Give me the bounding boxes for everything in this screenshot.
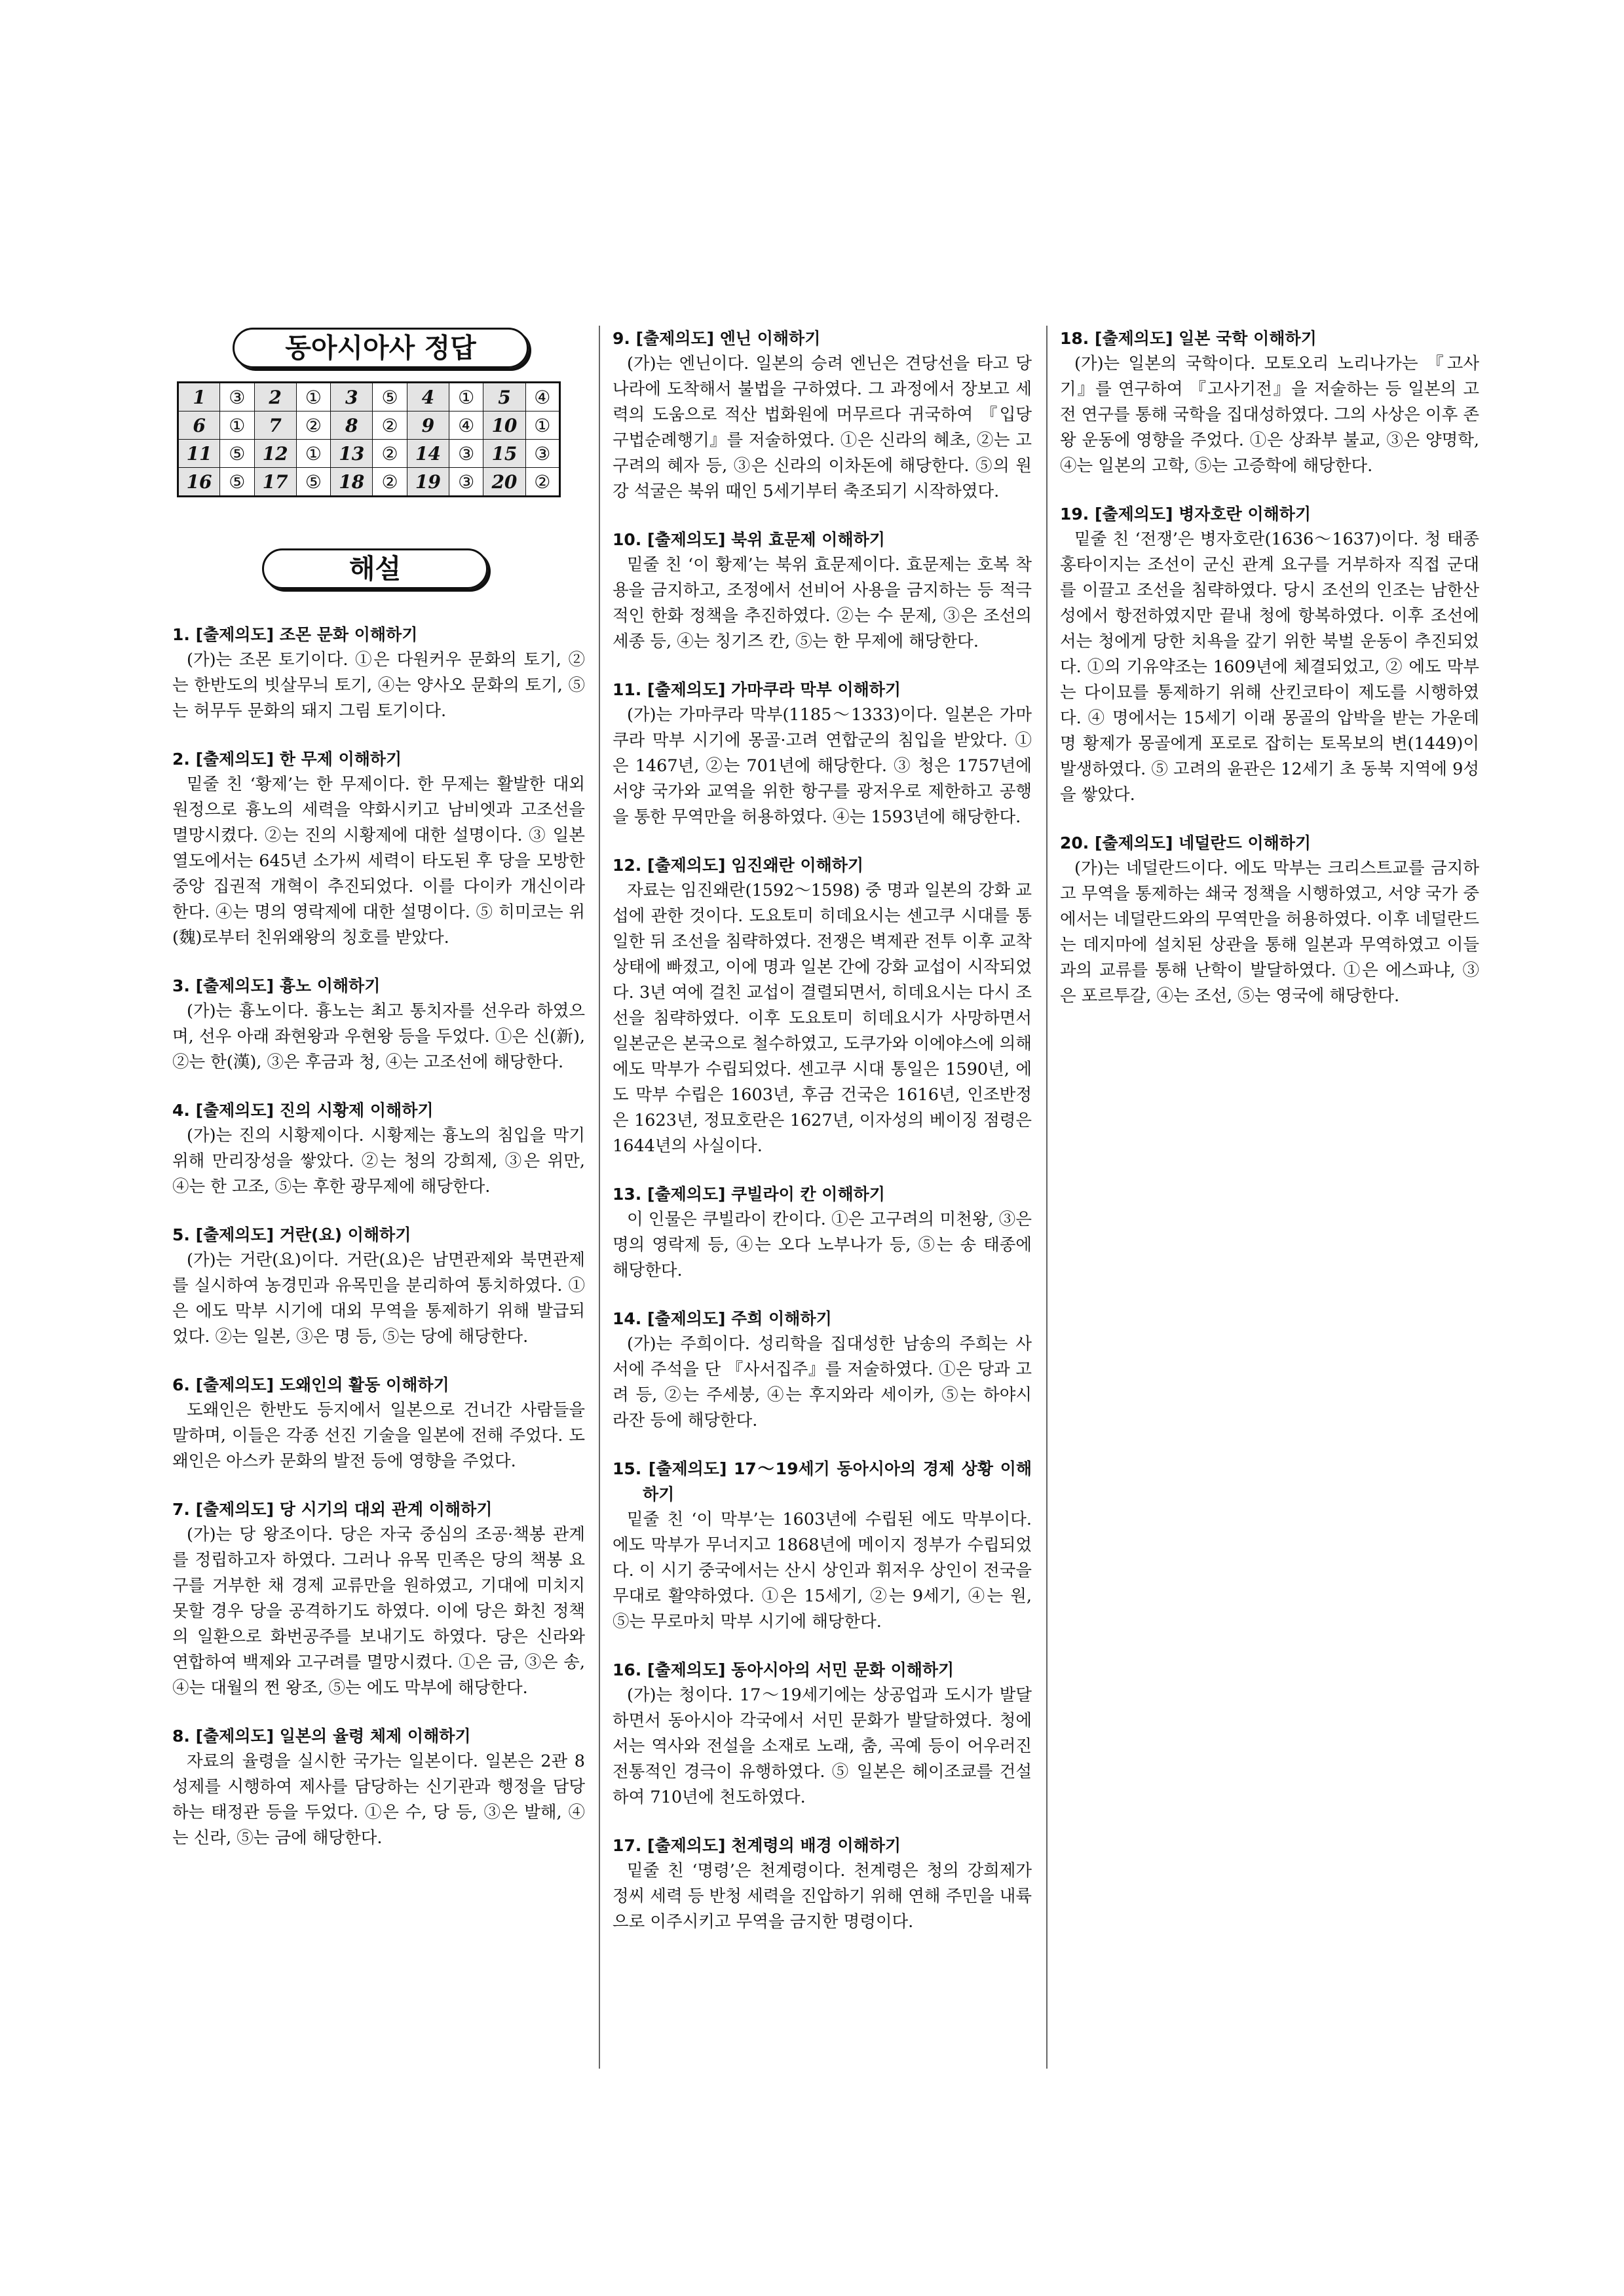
- answer-row: [178, 468, 560, 497]
- question-body: (가)는 흉노이다. 흉노는 최고 통치자를 선우라 하였으며, 선우 아래 좌현왕과 우현왕 등을 두었다. ①은 신(新), ②는 한(漢), ③은 후금과 청, ④는 고조선에 해당한다.: [172, 1001, 585, 1072]
- question-explanation: [172, 622, 585, 724]
- question-title: 20. [출제의도] 네덜란드 이해하기: [1060, 833, 1312, 852]
- column-2: [613, 326, 1032, 1957]
- question-body: 자료의 율령을 실시한 국가는 일본이다. 일본은 2관 8성제를 시행하여 제사를 담당하는 신기관과 행정을 담당하는 태정관 등을 두었다. ①은 수, 당 등, ③은 발해, ④는 신라, ⑤는 금에 해당한다.: [172, 1751, 585, 1848]
- answer-choice: ④: [449, 411, 483, 440]
- column-divider: [1046, 326, 1048, 2069]
- question-explanation: [172, 1098, 585, 1200]
- answer-number: 18: [331, 468, 373, 497]
- answer-choice: ②: [296, 411, 330, 440]
- question-body: 밑줄 친 ‘전쟁’은 병자호란(1636～1637)이다. 청 태종 홍타이지는 조선이 군신 관계 요구를 거부하자 직접 군대를 이끌고 조선을 침략하였다. 당시 조선의 인조는 남한산성에서 항전하였지만 끝내 청에 항복하였다. 이후 조선에서는 청에게 당한 치욕을 갚기 위한 북벌 운동이 추진되었다. ①의 기유약조는 1609년에 체결되었고, ② 에도 막부는 다이묘를 통제하기 위해 산킨코타이 제도를 시행하였다. ④ 명에서는 15세기 이래 몽골의 압박을 받는 가운데 명 황제가 몽골에게 포로로 잡히는 토목보의 변(1449)이 발생하였다. ⑤ 고려의 윤관은 12세기 초 동북 지역에 9성을 쌓았다.: [1060, 529, 1479, 805]
- question-body: 밑줄 친 ‘이 막부’는 1603년에 수립된 에도 막부이다. 에도 막부가 무너지고 1868년에 메이지 정부가 수립되었다. 이 시기 중국에서는 산시 상인과 휘저우 상인이 전국을 무대로 활약하였다. ①은 15세기, ②는 9세기, ④는 원, ⑤는 무로마치 막부 시기에 해당한다.: [613, 1510, 1032, 1632]
- question-title: 18. [출제의도] 일본 국학 이해하기: [1060, 329, 1317, 348]
- question-title: 7. [출제의도] 당 시기의 대외 관계 이해하기: [172, 1500, 493, 1519]
- question-explanation: [1060, 326, 1479, 479]
- explanation-heading-pill: 해설: [262, 548, 488, 589]
- question-title: 2. [출제의도] 한 무제 이해하기: [172, 750, 402, 769]
- question-body: 밑줄 친 ‘이 황제’는 북위 효문제이다. 효문제는 호복 착용을 금지하고, 조정에서 선비어 사용을 금지하는 등 적극적인 한화 정책을 추진하였다. ②는 수 문제, ③은 조선의 세종 등, ④는 칭기즈 칸, ⑤는 한 무제에 해당한다.: [613, 555, 1032, 651]
- answer-number: 20: [483, 468, 525, 497]
- answer-number: 2: [254, 383, 296, 411]
- answer-number: 5: [483, 383, 525, 411]
- question-explanation: [613, 1657, 1032, 1810]
- answer-number: 1: [178, 383, 220, 411]
- question-title: 9. [출제의도] 엔닌 이해하기: [613, 329, 821, 348]
- answer-number: 17: [254, 468, 296, 497]
- question-explanation: [172, 1222, 585, 1350]
- answer-choice: ③: [449, 440, 483, 468]
- answer-number: 8: [331, 411, 373, 440]
- answer-number: 6: [178, 411, 220, 440]
- answer-table: [177, 381, 561, 497]
- answer-choice: ①: [449, 383, 483, 411]
- question-title: 6. [출제의도] 도왜인의 활동 이해하기: [172, 1375, 449, 1394]
- question-title: 12. [출제의도] 임진왜란 이해하기: [613, 856, 864, 875]
- answer-number: 16: [178, 468, 220, 497]
- question-body: (가)는 네덜란드이다. 에도 막부는 크리스트교를 금지하고 무역을 통제하는 쇄국 정책을 시행하였고, 서양 국가 중에서는 네덜란드와의 무역만을 허용하였다. 이후 네덜란드는 데지마에 설치된 상관을 통해 일본과 무역하였고 이들과의 교류를 통해 난학이 발달하였다. ①은 에스파냐, ③은 포르투갈, ④는 조선, ⑤는 영국에 해당한다.: [1060, 858, 1479, 1006]
- question-title: 17. [출제의도] 천계령의 배경 이해하기: [613, 1836, 901, 1855]
- question-explanation: [172, 1497, 585, 1701]
- answer-row: [178, 411, 560, 440]
- column-3: [1060, 326, 1479, 1031]
- answer-choice: ①: [220, 411, 254, 440]
- answer-number: 7: [254, 411, 296, 440]
- question-title: 10. [출제의도] 북위 효문제 이해하기: [613, 530, 885, 549]
- answer-choice: ①: [525, 411, 560, 440]
- question-body: (가)는 주희이다. 성리학을 집대성한 남송의 주희는 사서에 주석을 단 『사서집주』를 저술하였다. ①은 당과 고려 등, ②는 주세붕, ④는 후지와라 세이카, ⑤는 하야시 라잔 등에 해당한다.: [613, 1334, 1032, 1430]
- question-body: (가)는 가마쿠라 막부(1185～1333)이다. 일본은 가마쿠라 막부 시기에 몽골·고려 연합군의 침입을 받았다. ①은 1467년, ②는 701년에 해당한다. ③ 청은 1757년에 서양 국가와 교역을 위한 항구를 광저우로 제한하고 공행을 통한 무역만을 허용하였다. ④는 1593년에 해당한다.: [613, 705, 1032, 827]
- question-explanation: [613, 326, 1032, 505]
- answer-choice: ⑤: [220, 468, 254, 497]
- answer-row: [178, 383, 560, 411]
- question-body: 이 인물은 쿠빌라이 칸이다. ①은 고구려의 미천왕, ③은 명의 영락제 등, ④는 오다 노부나가 등, ⑤는 송 태종에 해당한다.: [613, 1210, 1032, 1280]
- question-explanation: [172, 973, 585, 1075]
- question-explanation: [613, 1306, 1032, 1434]
- answer-row: [178, 440, 560, 468]
- question-explanation: [172, 1723, 585, 1851]
- question-title: 19. [출제의도] 병자호란 이해하기: [1060, 505, 1312, 524]
- question-body: (가)는 청이다. 17～19세기에는 상공업과 도시가 발달하면서 동아시아 각국에서 서민 문화가 발달하였다. 청에서는 역사와 전설을 소재로 노래, 춤, 곡예 등이 어우러진 전통적인 경극이 유행하였다. ⑤ 일본은 헤이조쿄를 건설하여 710년에 천도하였다.: [613, 1685, 1032, 1807]
- question-explanation: [613, 852, 1032, 1159]
- question-title: 4. [출제의도] 진의 시황제 이해하기: [172, 1101, 434, 1120]
- question-explanation: [613, 1456, 1032, 1635]
- question-explanation: [613, 677, 1032, 830]
- answer-choice: ②: [373, 411, 407, 440]
- answer-number: 13: [331, 440, 373, 468]
- column-1: [172, 326, 585, 1873]
- question-body: 도왜인은 한반도 등지에서 일본으로 건너간 사람들을 말하며, 이들은 각종 선진 기술을 일본에 전해 주었다. 도왜인은 아스카 문화의 발전 등에 영향을 주었다.: [172, 1400, 585, 1471]
- question-body: (가)는 조몬 토기이다. ①은 다원커우 문화의 토기, ②는 한반도의 빗살무늬 토기, ④는 양사오 문화의 토기, ⑤는 허무두 문화의 돼지 그림 토기이다.: [172, 650, 585, 721]
- answer-number: 11: [178, 440, 220, 468]
- question-body: 밑줄 친 ‘황제’는 한 무제이다. 한 무제는 활발한 대외 원정으로 흉노의 세력을 약화시키고 남비엣과 고조선을 멸망시켰다. ②는 진의 시황제에 대한 설명이다. ③ 일본 열도에서는 645년 소가씨 세력이 타도된 후 당을 모방한 중앙 집권적 개혁이 추진되었다. 이를 다이카 개신이라 한다. ④는 명의 영락제에 대한 설명이다. ⑤ 히미코는 위(魏)로부터 친위왜왕의 칭호를 받았다.: [172, 775, 585, 947]
- question-body: (가)는 진의 시황제이다. 시황제는 흉노의 침입을 막기 위해 만리장성을 쌓았다. ②는 청의 강희제, ③은 위만, ④는 한 고조, ⑤는 후한 광무제에 해당한다.: [172, 1126, 585, 1196]
- answer-choice: ⑤: [373, 383, 407, 411]
- question-title: 3. [출제의도] 흉노 이해하기: [172, 976, 381, 995]
- answer-number: 12: [254, 440, 296, 468]
- question-title: 16. [출제의도] 동아시아의 서민 문화 이해하기: [613, 1660, 954, 1679]
- answer-choice: ①: [296, 440, 330, 468]
- question-explanation: [613, 1181, 1032, 1284]
- answer-number: 4: [407, 383, 449, 411]
- answer-choice: ②: [373, 440, 407, 468]
- answer-choice: ②: [525, 468, 560, 497]
- answer-choice: ④: [525, 383, 560, 411]
- answer-choice: ③: [525, 440, 560, 468]
- answer-number: 9: [407, 411, 449, 440]
- question-explanation: [172, 746, 585, 951]
- question-body: (가)는 일본의 국학이다. 모토오리 노리나가는 『고사기』를 연구하여 『고사기전』을 저술하는 등 일본의 고전 연구를 통해 국학을 집대성하였다. 그의 사상은 이후 존왕 운동에 영향을 주었다. ①은 상좌부 불교, ③은 양명학, ④는 일본의 고학, ⑤는 고증학에 해당한다.: [1060, 354, 1479, 476]
- answer-number: 14: [407, 440, 449, 468]
- answer-number: 10: [483, 411, 525, 440]
- column-divider: [599, 326, 600, 2069]
- answer-number: 15: [483, 440, 525, 468]
- answer-choice: ③: [449, 468, 483, 497]
- question-body: 밑줄 친 ‘명령’은 천계령이다. 천계령은 청의 강희제가 정씨 세력 등 반청 세력을 진압하기 위해 연해 주민을 내륙으로 이주시키고 무역을 금지한 명령이다.: [613, 1861, 1032, 1932]
- question-title: 14. [출제의도] 주희 이해하기: [613, 1309, 832, 1328]
- question-title: 13. [출제의도] 쿠빌라이 칸 이해하기: [613, 1185, 885, 1204]
- question-title: 1. [출제의도] 조몬 문화 이해하기: [172, 625, 418, 644]
- answer-number: 3: [331, 383, 373, 411]
- question-body: 자료는 임진왜란(1592～1598) 중 명과 일본의 강화 교섭에 관한 것이다. 도요토미 히데요시는 센고쿠 시대를 통일한 뒤 조선을 침략하였다. 전쟁은 벽제관 전투 이후 교착 상태에 빠졌고, 이에 명과 일본 간에 강화 교섭이 시작되었다. 3년 여에 걸친 교섭이 결렬되면서, 히데요시는 다시 조선을 침략하였다. 이후 도요토미 히데요시가 사망하면서 일본군은 본국으로 철수하였고, 도쿠가와 이에야스에 의해 에도 막부가 수립되었다. 센고쿠 시대 통일은 1590년, 에도 막부 수립은 1603년, 후금 건국은 1616년, 인조반정은 1623년, 정묘호란은 1627년, 이자성의 베이징 점령은 1644년의 사실이다.: [613, 881, 1032, 1156]
- answer-title-pill: 동아시아사 정답: [233, 328, 529, 368]
- question-title: 5. [출제의도] 거란(요) 이해하기: [172, 1225, 411, 1244]
- answer-choice: ③: [220, 383, 254, 411]
- question-explanation: [1060, 501, 1479, 808]
- question-explanation: [1060, 830, 1479, 1009]
- question-body: (가)는 거란(요)이다. 거란(요)은 남면관제와 북면관제를 실시하여 농경민과 유목민을 분리하여 통치하였다. ①은 에도 막부 시기에 대외 무역을 통제하기 위해 발급되었다. ②는 일본, ③은 명 등, ⑤는 당에 해당한다.: [172, 1250, 585, 1347]
- question-body: (가)는 엔닌이다. 일본의 승려 엔닌은 견당선을 타고 당나라에 도착해서 불법을 구하였다. 그 과정에서 장보고 세력의 도움으로 적산 법화원에 머무르다 귀국하여 『입당구법순례행기』를 저술하였다. ①은 신라의 혜초, ②는 고구려의 혜자 등, ③은 신라의 이차돈에 해당한다. ⑤의 원강 석굴은 북위 때인 5세기부터 축조되기 시작하였다.: [613, 354, 1032, 501]
- question-title: 8. [출제의도] 일본의 율령 체제 이해하기: [172, 1727, 471, 1746]
- answer-number: 19: [407, 468, 449, 497]
- answer-choice: ①: [296, 383, 330, 411]
- question-title: 15. [출제의도] 17～19세기 동아시아의 경제 상황 이해하기: [613, 1459, 1032, 1504]
- question-explanation: [172, 1372, 585, 1474]
- question-title: 11. [출제의도] 가마쿠라 막부 이해하기: [613, 680, 901, 699]
- question-body: (가)는 당 왕조이다. 당은 자국 중심의 조공·책봉 관계를 정립하고자 하였다. 그러나 유목 민족은 당의 책봉 요구를 거부한 채 경제 교류만을 원하였고, 기대에 미치지 못할 경우 당을 공격하기도 하였다. 이에 당은 화친 정책의 일환으로 화번공주를 보내기도 하였다. 당은 신라와 연합하여 백제와 고구려를 멸망시켰다. ①은 금, ③은 송, ④는 대월의 쩐 왕조, ⑤는 에도 막부에 해당한다.: [172, 1525, 585, 1698]
- question-explanation: [613, 527, 1032, 655]
- answer-choice: ②: [373, 468, 407, 497]
- question-explanation: [613, 1833, 1032, 1935]
- answer-choice: ⑤: [220, 440, 254, 468]
- answer-choice: ⑤: [296, 468, 330, 497]
